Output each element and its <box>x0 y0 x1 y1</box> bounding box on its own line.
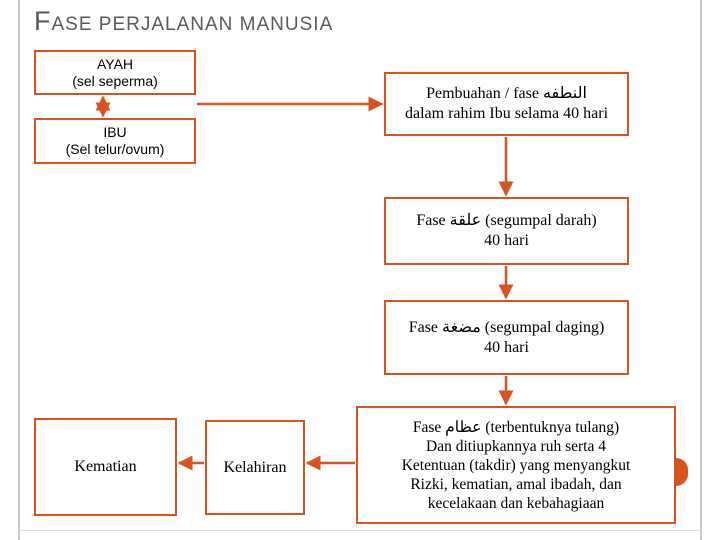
mudghah-line-1: Fase مضغة (segumpal daging) <box>408 318 605 336</box>
kelahiran-label: Kelahiran <box>223 458 287 476</box>
nutfah-line-1: Pembuahan / fase النطفه <box>426 85 587 102</box>
alaqah-line-1: Fase علقة (segumpal darah) <box>416 212 597 229</box>
ayah-sublabel: (sel seperma) <box>72 72 158 89</box>
mudghah-line-2: 40 hari <box>484 338 529 356</box>
izham-line-4: Rizki, kematian, amal ibadah, dan <box>410 475 622 493</box>
nutfah-line-2: dalam rahim Ibu selama 40 hari <box>404 105 609 122</box>
izham-line-5: kecelakaan dan kebahagiaan <box>427 494 605 512</box>
izham-line-1: Fase عظام (terbentuknya tulang) <box>412 418 620 436</box>
ibu-sublabel: (Sel telur/ovum) <box>65 141 165 157</box>
title-first-letter: F <box>34 6 52 36</box>
izham-line-2: Dan ditiupkannya ruh serta 4 <box>426 437 606 455</box>
ayah-label: AYAH <box>96 55 134 72</box>
title-rest: ASE PERJALANAN MANUSIA <box>51 14 334 35</box>
ibu-label: IBU <box>103 124 127 140</box>
izham-line-3: Ketentuan (takdir) yang menyangkut <box>401 456 631 474</box>
kematian-label: Kematian <box>74 458 137 475</box>
alaqah-line-2: 40 hari <box>484 232 529 249</box>
